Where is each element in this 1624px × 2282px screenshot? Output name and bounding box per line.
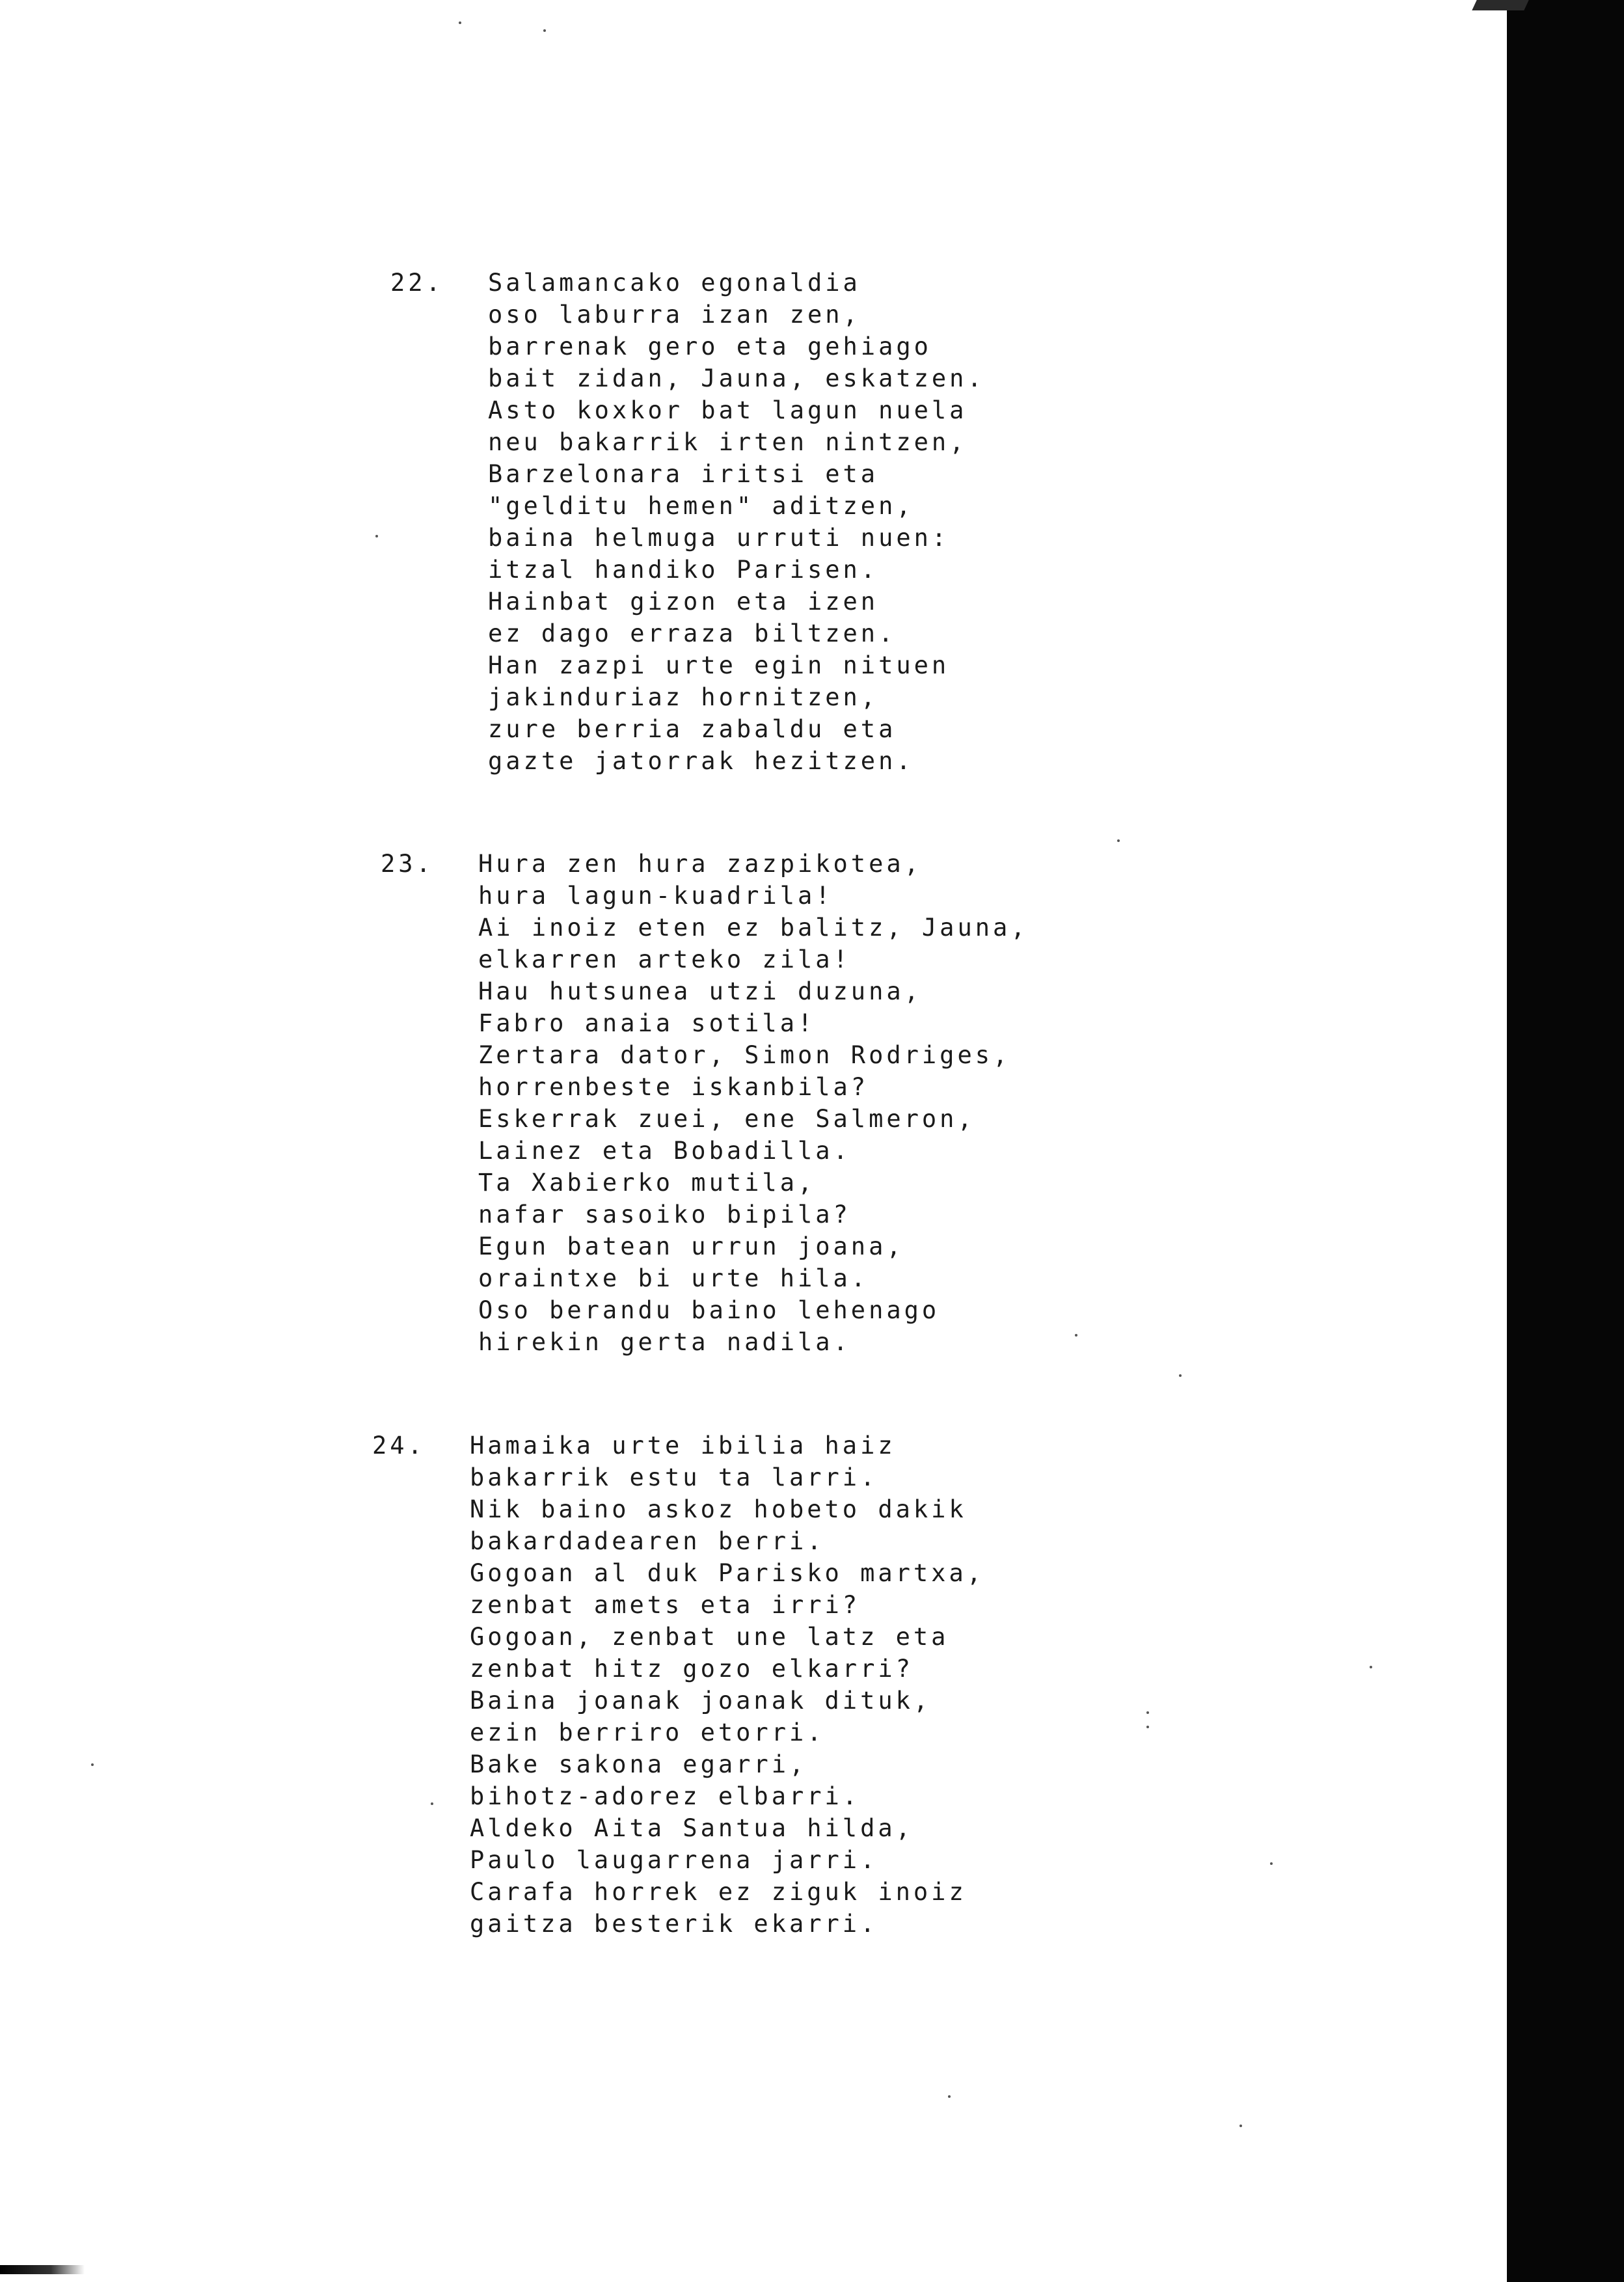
verse-lines [470,1430,1120,1940]
stanza-number: 22. [390,269,444,297]
scan-speck [1239,2125,1242,2127]
verse-line: baina helmuga urruti nuen: [488,524,950,552]
scan-speck [431,1802,433,1805]
verse-line: ezin berriro etorri. [470,1718,825,1746]
scan-speck [543,29,546,32]
verse-line: bait zidan, Jauna, eskatzen. [488,364,985,392]
scan-speck [948,2095,951,2098]
verse-line: Hau hutsunea utzi duzuna, [478,977,922,1005]
verse-line: Eskerrak zuei, ene Salmeron, [478,1105,975,1133]
scan-speck [1270,1862,1273,1865]
verse-line: Hainbat gizon eta izen [488,588,879,616]
verse-line: hura lagun-kuadrila! [478,882,833,910]
verse-line: Egun batean urrun joana, [478,1232,904,1260]
verse-line: bakardadearen berri. [470,1527,825,1555]
verse-line: Nik baino askoz hobeto dakik [470,1495,967,1523]
verse-line: Gogoan al duk Parisko martxa, [470,1559,985,1587]
verse-line: Fabro anaia sotila! [478,1009,816,1037]
verse-line: bakarrik estu ta larri. [470,1463,878,1491]
scan-speck [1179,1374,1182,1377]
verse-line: itzal handiko Parisen. [488,556,879,584]
verse-lines [478,848,1129,1358]
verse-line: gaitza besterik ekarri. [470,1910,878,1938]
verse-line: nafar sasoiko bipila? [478,1201,851,1229]
stanza-number: 24. [372,1432,426,1460]
verse-line: Asto koxkor bat lagun nuela [488,396,968,424]
scanner-edge-band [1507,0,1624,2282]
verse-line: Han zazpi urte egin nituen [488,651,950,679]
verse-line: gazte jatorrak hezitzen. [488,747,914,775]
verse-line: Bake sakona egarri, [470,1750,807,1778]
verse-line: Barzelonara iritsi eta [488,460,879,488]
verse-line: Ai inoiz eten ez balitz, Jauna, [478,914,1029,942]
verse-line: Gogoan, zenbat une latz eta [470,1623,949,1651]
verse-line: zenbat amets eta irri? [470,1591,861,1619]
scan-speck [1117,839,1120,842]
stanza-number: 23. [381,850,434,878]
verse-line: neu bakarrik irten nintzen, [488,428,968,456]
verse-line: hirekin gerta nadila. [478,1328,851,1356]
verse-line: horrenbeste iskanbila? [478,1073,869,1101]
scan-speck [1146,1726,1149,1728]
verse-line: bihotz-adorez elbarri. [470,1782,861,1810]
verse-line: Salamancako egonaldia [488,269,861,297]
verse-line: Oso berandu baino lehenago [478,1296,940,1324]
verse-line: ez dago erraza biltzen. [488,619,897,647]
scan-speck [375,535,378,537]
verse-line: Baina joanak joanak dituk, [470,1687,932,1715]
verse-line: jakinduriaz hornitzen, [488,683,879,711]
scan-speck [1146,1711,1149,1714]
verse-line: oso laburra izan zen, [488,301,861,329]
verse-line: Carafa horrek ez ziguk inoiz [470,1878,967,1906]
verse-lines [488,267,1139,777]
verse-line: Aldeko Aita Santua hilda, [470,1814,914,1842]
scan-speck [459,21,461,24]
verse-line: "gelditu hemen" aditzen, [488,492,914,520]
verse-line: barrenak gero eta gehiago [488,333,932,360]
scan-speck [91,1763,94,1766]
verse-line: Hura zen hura zazpikotea, [478,850,922,878]
scan-speck [1370,1666,1372,1668]
verse-line: Lainez eta Bobadilla. [478,1137,851,1165]
verse-line: Hamaika urte ibilia haiz [470,1432,896,1460]
verse-line: zenbat hitz gozo elkarri? [470,1655,914,1683]
scanner-smudge [0,2265,85,2274]
scanner-edge-artifact [1472,0,1528,10]
verse-line: Ta Xabierko mutila, [478,1169,816,1197]
verse-line: oraintxe bi urte hila. [478,1264,869,1292]
verse-line: elkarren arteko zila! [478,945,851,973]
verse-line: Paulo laugarrena jarri. [470,1846,878,1874]
verse-line: Zertara dator, Simon Rodriges, [478,1041,1011,1069]
verse-line: zure berria zabaldu eta [488,715,897,743]
